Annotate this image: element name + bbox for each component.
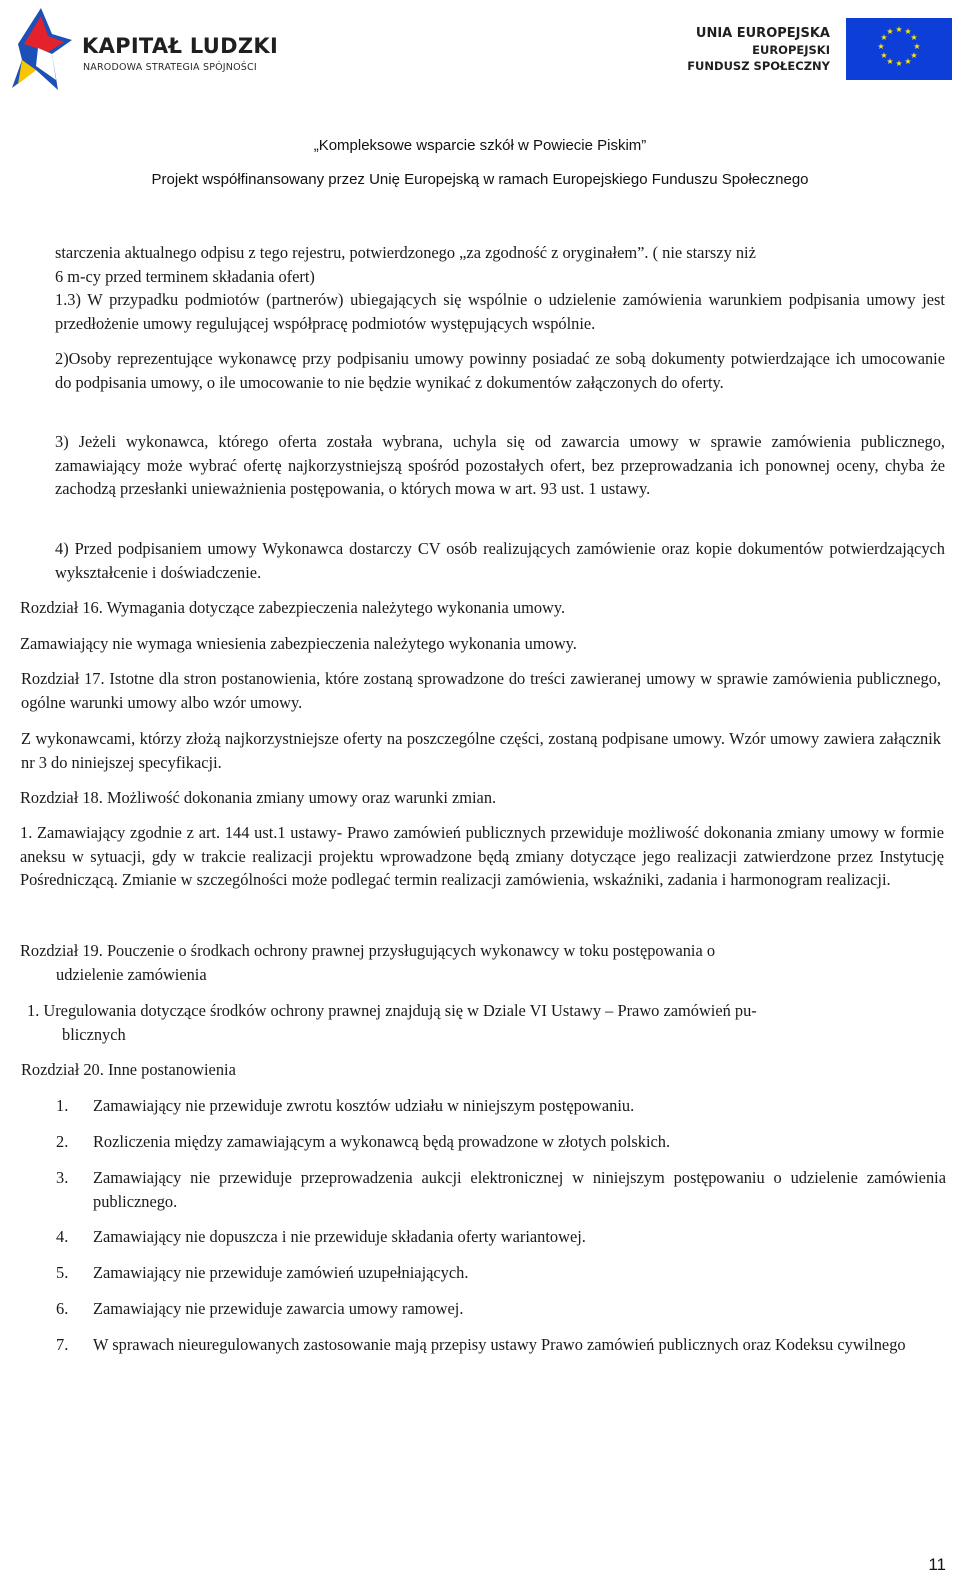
paragraph-2: 2)Osoby reprezentujące wykonawcę przy podpisaniu umowy powinny posiadać ze sobą dokumenty potwierdzające ich umocowanie do podpisania umowy, o ile umocowanie to nie będzie wynikać z dokumentów załączonych do oferty.	[55, 349, 945, 392]
kapital-ludzki-subtitle: NARODOWA STRATEGIA SPÓJNOŚCI	[83, 62, 257, 73]
paragraph-3: 3) Jeżeli wykonawca, którego oferta została wybrana, uchyla się od zawarcia umowy w sprawie zamówienia publicznego, zamawiający może wybrać ofertę najkorzystniejszą spośród pozostałych ofert, bez przeprowadzania ich ponownej oceny, chyba że zachodzą przesłanki unieważnienia postępowania, o których mowa w art. 93 ust. 1 ustawy.	[55, 432, 945, 499]
list-item-text: Zamawiający nie przewiduje przeprowadzenia aukcji elektronicznej w niniejszym postępowaniu o udzielenie zamówienia publicznego.	[93, 1168, 946, 1211]
section-17-text: Z wykonawcami, którzy złożą najkorzystniejsze oferty na poszczególne części, zostaną podpisane umowy. Wzór umowy zawiera załącznik nr 3 do niniejszej specyfikacji.	[21, 729, 941, 772]
section-heading-17: Rozdział 17. Istotne dla stron postanowienia, które zostaną sprowadzone do treści zawieranej umowy w sprawie zamówienia publicznego, ogólne warunki umowy albo wzór umowy.	[21, 669, 941, 712]
svg-text:★: ★	[895, 25, 903, 34]
svg-text:★: ★	[910, 33, 918, 42]
svg-text:★: ★	[886, 27, 894, 36]
list-item-number: 6.	[56, 1299, 69, 1318]
svg-text:★: ★	[880, 33, 888, 42]
svg-text:★: ★	[904, 27, 912, 36]
section-heading-16: Rozdział 16. Wymagania dotyczące zabezpieczenia należytego wykonania umowy.	[20, 598, 566, 617]
list-item-number: 4.	[56, 1227, 69, 1246]
eu-logo-line3: FUNDUSZ SPOŁECZNY	[687, 59, 830, 73]
eu-logo-line1: UNIA EUROPEJSKA	[695, 26, 830, 41]
svg-text:★: ★	[886, 57, 894, 66]
svg-text:★: ★	[880, 51, 888, 60]
svg-text:★: ★	[904, 57, 912, 66]
eu-flag-icon	[846, 18, 952, 80]
project-title: „Kompleksowe wsparcie szkół w Powiecie Piskim”	[313, 137, 647, 154]
section-heading-18: Rozdział 18. Możliwość dokonania zmiany umowy oraz warunki zmian.	[20, 788, 497, 807]
list-item-number: 7.	[56, 1335, 69, 1354]
kapital-ludzki-title: KAPITAŁ LUDZKI	[82, 34, 279, 58]
list-item-number: 2.	[56, 1132, 69, 1151]
kapital-ludzki-star-icon	[8, 4, 74, 92]
svg-text:★: ★	[910, 51, 918, 60]
section-19-item-line1: 1. Uregulowania dotyczące środków ochrony prawnej znajdują się w Dziale VI Ustawy – Prawo zamówień pu-	[27, 1001, 757, 1020]
list-item-number: 3.	[56, 1168, 69, 1187]
list-item	[56, 1333, 946, 1381]
list-item-number: 5.	[56, 1263, 69, 1282]
eu-logo	[680, 18, 952, 88]
section-heading-19-line1: Rozdział 19. Pouczenie o środkach ochrony prawnej przysługujących wykonawcy w toku postępowania o	[20, 941, 716, 960]
paragraph-continuation	[55, 241, 945, 288]
list-item-number: 1.	[56, 1096, 69, 1115]
section-16-text: Zamawiający nie wymaga wniesienia zabezpieczenia należytego wykonania umowy.	[20, 634, 577, 653]
section-18-text: 1. Zamawiający zgodnie z art. 144 ust.1 ustawy- Prawo zamówień publicznych przewiduje możliwość dokonania zmiany umowy w formie aneksu w sytuacji, gdy w trakcie realizacji projektu wprowadzone będą zmiany dotyczące jego realizacji zatwierdzone przez Instytucję Pośredniczącą. Zmianie w szczególności może podlegać termin realizacji zamówienia, wskaźniki, zadania i harmonogram realizacji.	[20, 823, 944, 890]
section-heading-19-line2: udzielenie zamówienia	[56, 964, 207, 984]
page-header	[0, 0, 960, 200]
svg-text:★: ★	[913, 42, 921, 51]
list-item-text: Zamawiający nie dopuszcza i nie przewiduje składania oferty wariantowej.	[93, 1227, 586, 1246]
project-subtitle: Projekt współfinansowany przez Unię Europejską w ramach Europejskiego Funduszu Społecznego	[151, 171, 809, 188]
svg-text:★: ★	[895, 59, 903, 68]
page-number: 11	[928, 1555, 946, 1574]
paragraph-continuation-line2: 6 m-cy przed terminem składania ofert)	[55, 266, 315, 286]
list-item	[56, 1166, 946, 1214]
paragraph-continuation-line1: starczenia aktualnego odpisu z tego rejestru, potwierdzonego „za zgodność z oryginałem”. ( nie starszy niż	[55, 243, 756, 262]
eu-logo-line2: EUROPEJSKI	[752, 43, 830, 57]
kapital-ludzki-logo	[8, 4, 279, 94]
section-heading-19	[20, 939, 940, 986]
paragraph-1-3: 1.3) W przypadku podmiotów (partnerów) ubiegających się wspólnie o udzielenie zamówienia warunkiem podpisania umowy jest przedłożenie umowy regulującej współpracę podmiotów występujących wspólnie.	[55, 290, 945, 333]
list-item-text: W sprawach nieuregulowanych zastosowanie mają przepisy ustawy Prawo zamówień publicznych oraz Kodeksu cywilnego	[93, 1335, 906, 1354]
section-heading-20: Rozdział 20. Inne postanowienia	[21, 1060, 236, 1079]
list-item-text: Rozliczenia między zamawiającym a wykonawcą będą prowadzone w złotych polskich.	[93, 1132, 671, 1151]
section-19-item-line2: blicznych	[62, 1024, 126, 1044]
svg-text:★: ★	[877, 42, 885, 51]
list-item-text: Zamawiający nie przewiduje zawarcia umowy ramowej.	[93, 1299, 464, 1318]
list-item-text: Zamawiający nie przewiduje zamówień uzupełniających.	[93, 1263, 469, 1282]
paragraph-4: 4) Przed podpisaniem umowy Wykonawca dostarczy CV osób realizujących zamówienie oraz kopie dokumentów potwierdzających wykształcenie i doświadczenie.	[55, 539, 945, 582]
section-19-item	[27, 999, 947, 1046]
list-item-text: Zamawiający nie przewiduje zwrotu kosztów udziału w niniejszym postępowaniu.	[93, 1096, 635, 1115]
eu-logo-text	[687, 26, 830, 74]
